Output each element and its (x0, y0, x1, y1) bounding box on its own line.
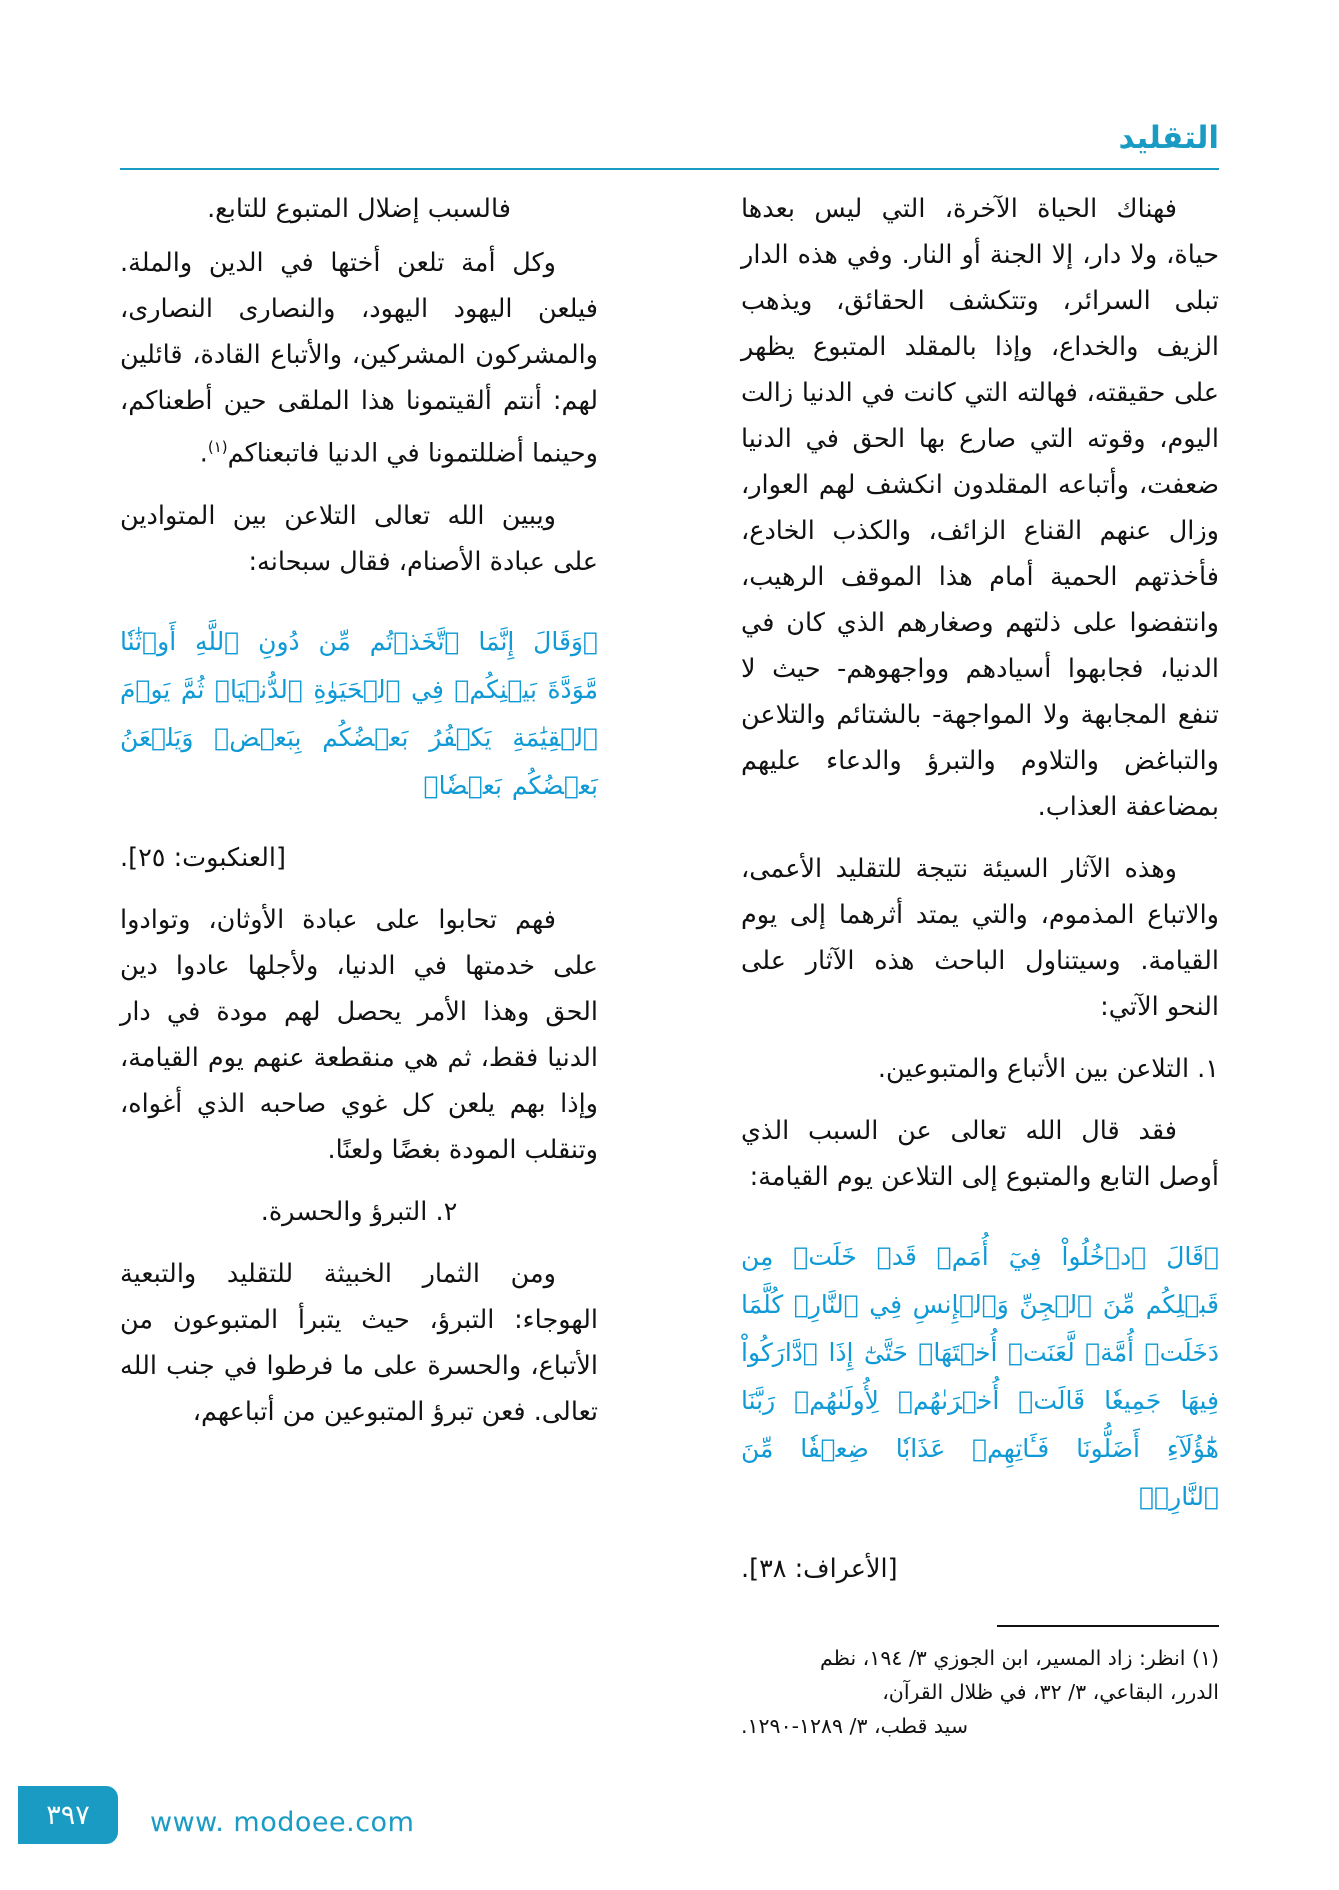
footnote-line: سيد قطب، ٣/ ١٢٨٩-١٢٩٠. (741, 1714, 969, 1738)
page-number-badge: ٣٩٧ (18, 1786, 118, 1844)
footnote-line: (١) انظر: زاد المسير، ابن الجوزي ٣/ ١٩٤، نظم (820, 1646, 1219, 1670)
footnote-divider (997, 1625, 1219, 1627)
paragraph: فهناك الحياة الآخرة، التي ليس بعدها حياة، ولا دار، إلا الجنة أو النار. وفي هذه الدار تبلى السرائر، وتتكشف الحقائق، ويذهب الزيف والخداع، وإذا بالمقلد المتبوع يظهر على حقيقته، فهالته التي كانت في الدنيا زالت اليوم، وقوته التي صارع بها الحق في الدنيا ضعفت، وأتباعه المقلدون انكشف لهم العوار، وزال عنهم القناع الزائف، والكذب الخادع، فأخذتهم الحمية أمام هذا الموقف الرهيب، وانتفضوا على ذلتهم وصغارهم الذي كان في الدنيا، فجابهوا أسيادهم وواجهوهم- حيث لا تنفع المجابهة ولا المواجهة- بالشتائم والتلاعن والتباغض والتلاوم والتبرؤ والدعاء عليهم بمضاعفة العذاب. (741, 194, 1219, 822)
footnote-block (741, 1625, 1219, 1743)
paragraph: وهذه الآثار السيئة نتيجة للتقليد الأعمى، والاتباع المذموم، والتي يمتد أثرهما إلى يوم القيامة. وسيتناول الباحث هذه الآثار على النحو الآتي: (741, 854, 1219, 1022)
column-right (741, 186, 1219, 1592)
paragraph-text: وكل أمة تلعن أختها في الدين والملة. فيلعن اليهود اليهود، والنصارى النصارى، والمشركون المشركين، والأتباع القادة، قائلين لهم: أنتم ألقيتمونا هذا الملقى حين أطعناكم، وحينما أضللتمونا في الدنيا فاتبعناكم (120, 248, 598, 469)
footnote-marker: (١) (207, 438, 228, 456)
paragraph: فقد قال الله تعالى عن السبب الذي أوصل التابع والمتبوع إلى التلاعن يوم القيامة: (741, 1116, 1219, 1192)
column-left (120, 186, 598, 1435)
page-header (120, 118, 1219, 172)
footnote-line: الدرر، البقاعي، ٣/ ٣٢، في ظلال القرآن، (882, 1680, 1219, 1704)
paragraph: فالسبب إضلال المتبوع للتابع. (207, 194, 511, 224)
site-url[interactable]: www. modoee.com (150, 1807, 415, 1838)
page-title: التقليد (1118, 120, 1219, 156)
page-footer (0, 1770, 1339, 1890)
text-columns (120, 186, 1219, 1616)
quran-verse: ﴿قَالَ ٱدۡخُلُواْ فِيٓ أُمَمٖ قَدۡ خَلَتۡ مِن قَبۡلِكُم مِّنَ ٱلۡجِنِّ وَٱلۡإِنسِ فِي ٱلنَّارِۖ كُلَّمَا دَخَلَتۡ أُمَّةٞ لَّعَنَتۡ أُخۡتَهَاۖ حَتَّىٰٓ إِذَا ٱدَّارَكُواْ فِيهَا جَمِيعٗا قَالَتۡ أُخۡرَىٰهُمۡ لِأُولَىٰهُمۡ رَبَّنَا هَٰٓؤُلَآءِ أَضَلُّونَا فَـَٔاتِهِمۡ عَذَابٗا ضِعۡفٗا مِّنَ ٱلنَّارِۖ﴾ (741, 1242, 1219, 1511)
verse-reference: [الأعراف: ٣٨]. (741, 1554, 898, 1584)
quran-verse: ﴿وَقَالَ إِنَّمَا ٱتَّخَذۡتُم مِّن دُونِ ٱللَّهِ أَوۡثَٰنٗا مَّوَدَّةَ بَيۡنِكُمۡ فِي ٱلۡحَيَوٰةِ ٱلدُّنۡيَاۖ ثُمَّ يَوۡمَ ٱلۡقِيَٰمَةِ يَكۡفُرُ بَعۡضُكُم بِبَعۡضٖ وَيَلۡعَنُ بَعۡضُكُم بَعۡضٗا﴾ (120, 626, 598, 800)
paragraph: ١. التلاعن بين الأتباع والمتبوعين. (877, 1054, 1219, 1084)
paragraph: ومن الثمار الخبيثة للتقليد والتبعية الهوجاء: التبرؤ، حيث يتبرأ المتبوعون من الأتباع، والحسرة على ما فرطوا في جنب الله تعالى. فعن تبرؤ المتبوعين من أتباعهم، (120, 1258, 598, 1427)
paragraph: فهم تحابوا على عبادة الأوثان، وتوادوا على خدمتها في الدنيا، ولأجلها عادوا دين الحق وهذا الأمر يحصل لهم مودة في دار الدنيا فقط، ثم هي منقطعة عنهم يوم القيامة، وإذا بهم يلعن كل غوي صاحبه الذي أغواه، وتنقلب المودة بغضًا ولعنًا. (120, 904, 598, 1165)
header-divider (120, 168, 1219, 170)
verse-reference: [العنكبوت: ٢٥]. (120, 842, 286, 873)
paragraph: وكل أمة تلعن أختها في الدين والملة. فيلعن اليهود اليهود، والنصارى النصارى، والمشركون المشركين، والأتباع القادة، قائلين لهم: أنتم ألقيتمونا هذا الملقى حين أطعناكم، وحينما أضللتمونا في الدنيا فاتبعناكم$^{(١)}$. (120, 248, 598, 469)
paragraph: ويبين الله تعالى التلاعن بين المتوادين على عبادة الأصنام، فقال سبحانه: (120, 500, 598, 577)
paragraph: ٢. التبرؤ والحسرة. (260, 1196, 458, 1227)
